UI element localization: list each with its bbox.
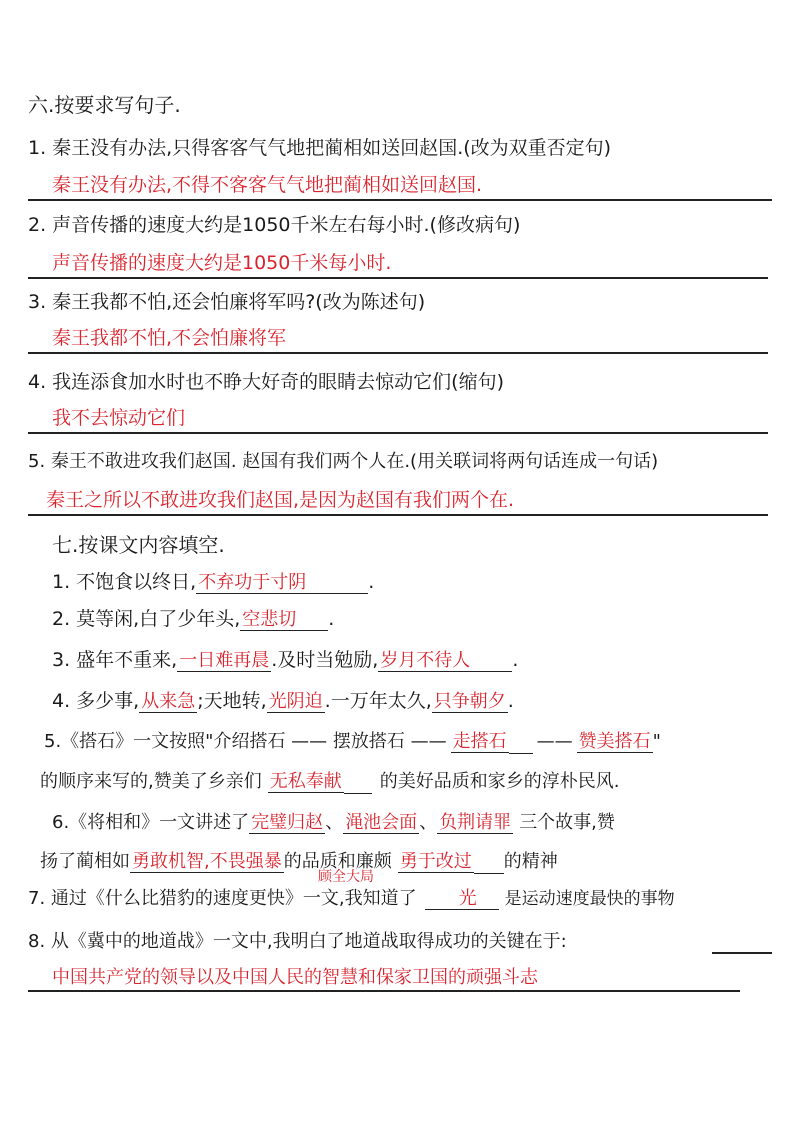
q7-1-blank: 不弃功于寸阴 — [198, 572, 307, 593]
q6-5-question: 5. 秦王不敢进攻我们赵国. 赵国有我们两个人在.(用关联词将两句话连成一句话) — [28, 451, 659, 472]
q7-6-prefix: 6.《将相和》一文讲述了 — [52, 812, 250, 833]
q7-5-line-b — [40, 770, 619, 794]
q7-6-blank-1: 完璧归赵 — [251, 812, 324, 833]
q7-2-suffix: . — [328, 608, 335, 630]
answer-line — [28, 432, 768, 434]
q7-7-prefix: 7. 通过《什么比猎豹的速度更快》一文,我知道了 — [28, 888, 417, 909]
q7-6b-prefix: 扬了蔺相如 — [40, 851, 130, 872]
blank-tail — [344, 775, 372, 794]
answer-line — [28, 352, 768, 354]
q7-7-suffix: 是运动速度最快的事物 — [504, 889, 675, 909]
q6-3-answer: 秦王我都不怕,不会怕廉将军 — [52, 327, 287, 349]
q7-6b-mid: 的品质和廉颇 — [283, 851, 392, 872]
q7-5-line-a — [44, 730, 661, 754]
q7-6-mid-2: 、 — [419, 812, 438, 833]
q6-1-question: 1. 秦王没有办法,只得客客气气地把蔺相如送回赵国.(改为双重否定句) — [28, 137, 612, 159]
q7-3-mid: .及时当勉励, — [271, 649, 379, 671]
q6-2-question: 2. 声音传播的速度大约是1050千米左右每小时.(修改病句) — [28, 214, 521, 236]
q7-2-prefix: 2. 莫等闲,白了少年头, — [52, 608, 241, 630]
q7-5-suffix: " — [652, 731, 661, 752]
q7-5b-blank: 无私奉献 — [269, 771, 342, 792]
q7-3-line — [52, 648, 518, 672]
q7-4-blank-3: 只争朝夕 — [433, 691, 506, 712]
q7-2-blank: 空悲切 — [242, 609, 297, 630]
q7-4-blank-1: 从来急 — [141, 691, 196, 712]
q7-6b-blank-2: 勇于改过 — [399, 851, 472, 872]
q7-1-prefix: 1. 不饱食以终日, — [52, 571, 197, 593]
q7-7-line — [28, 887, 675, 911]
q7-3-blank-1: 一日难再晨 — [179, 650, 270, 671]
q7-6-line-a — [52, 811, 615, 835]
q7-6b-suffix: 的精神 — [503, 851, 558, 872]
q6-4-answer: 我不去惊动它们 — [52, 407, 186, 429]
q7-8-answer: 中国共产党的领导以及中国人民的智慧和保家卫国的顽强斗志 — [52, 967, 538, 988]
q7-3-blank-2: 岁月不待人 — [380, 650, 471, 671]
q7-6-suffix: 三个故事,赞 — [519, 812, 615, 833]
q7-2-line — [52, 607, 334, 631]
q7-4-mid-1: ;天地转, — [197, 690, 267, 712]
q7-4-suffix: . — [507, 690, 514, 712]
blank-tail — [509, 735, 533, 754]
q7-5-blank-2: 赞美搭石 — [578, 731, 651, 752]
q6-1-answer: 秦王没有办法,不得不客客气气地把蔺相如送回赵国. — [52, 174, 483, 196]
q7-5b-suffix: 的美好品质和家乡的淳朴民风. — [379, 771, 620, 792]
q7-3-suffix: . — [512, 649, 519, 671]
answer-line — [28, 277, 768, 279]
q6-3-question: 3. 秦王我都不怕,还会怕廉将军吗?(改为陈述句) — [28, 291, 426, 313]
q7-6-line-b — [40, 850, 558, 874]
q7-7-blank: 光 — [425, 888, 499, 910]
blank-tail — [308, 575, 368, 594]
section7-title: 七.按课文内容填空. — [52, 533, 225, 557]
blank-tail — [474, 855, 504, 874]
blank-tail — [298, 612, 328, 631]
q7-6-blank-2: 渑池会面 — [345, 812, 418, 833]
q7-4-line — [52, 689, 514, 713]
q6-2-answer: 声音传播的速度大约是1050千米每小时. — [52, 252, 392, 274]
q7-6b-blank-1: 勇敢机智,不畏强暴 — [132, 851, 282, 872]
q7-5-mid: —— — [536, 731, 573, 752]
q7-8-question: 8. 从《冀中的地道战》一文中,我明白了地道战取得成功的关键在于: — [28, 931, 567, 952]
q7-6-note: 顾全大局 — [318, 869, 374, 885]
q7-6-blank-3: 负荆请罪 — [439, 812, 512, 833]
q6-4-question: 4. 我连添食加水时也不睁大好奇的眼睛去惊动它们(缩句) — [28, 371, 504, 393]
q7-4-prefix: 4. 多少事, — [52, 690, 140, 712]
q7-3-prefix: 3. 盛年不重来, — [52, 649, 178, 671]
answer-line — [28, 514, 768, 516]
answer-line — [28, 199, 772, 201]
blank-tail — [472, 653, 512, 672]
q7-5-blank-1: 走搭石 — [452, 731, 507, 752]
q7-4-blank-2: 光阴迫 — [268, 691, 323, 712]
answer-line — [28, 990, 740, 992]
q7-1-suffix: . — [368, 571, 375, 593]
q7-5-prefix: 5.《搭石》一文按照"介绍搭石 —— 摆放搭石 —— — [44, 731, 447, 752]
section6-title: 六.按要求写句子. — [28, 93, 181, 117]
answer-line — [712, 952, 772, 954]
q7-4-mid-2: .一万年太久, — [324, 690, 432, 712]
q6-5-answer: 秦王之所以不敢进攻我们赵国,是因为赵国有我们两个在. — [46, 489, 515, 511]
q7-6-mid-1: 、 — [325, 812, 344, 833]
q7-1-line — [52, 570, 374, 594]
q7-5b-prefix: 的顺序来写的,赞美了乡亲们 — [40, 771, 262, 792]
